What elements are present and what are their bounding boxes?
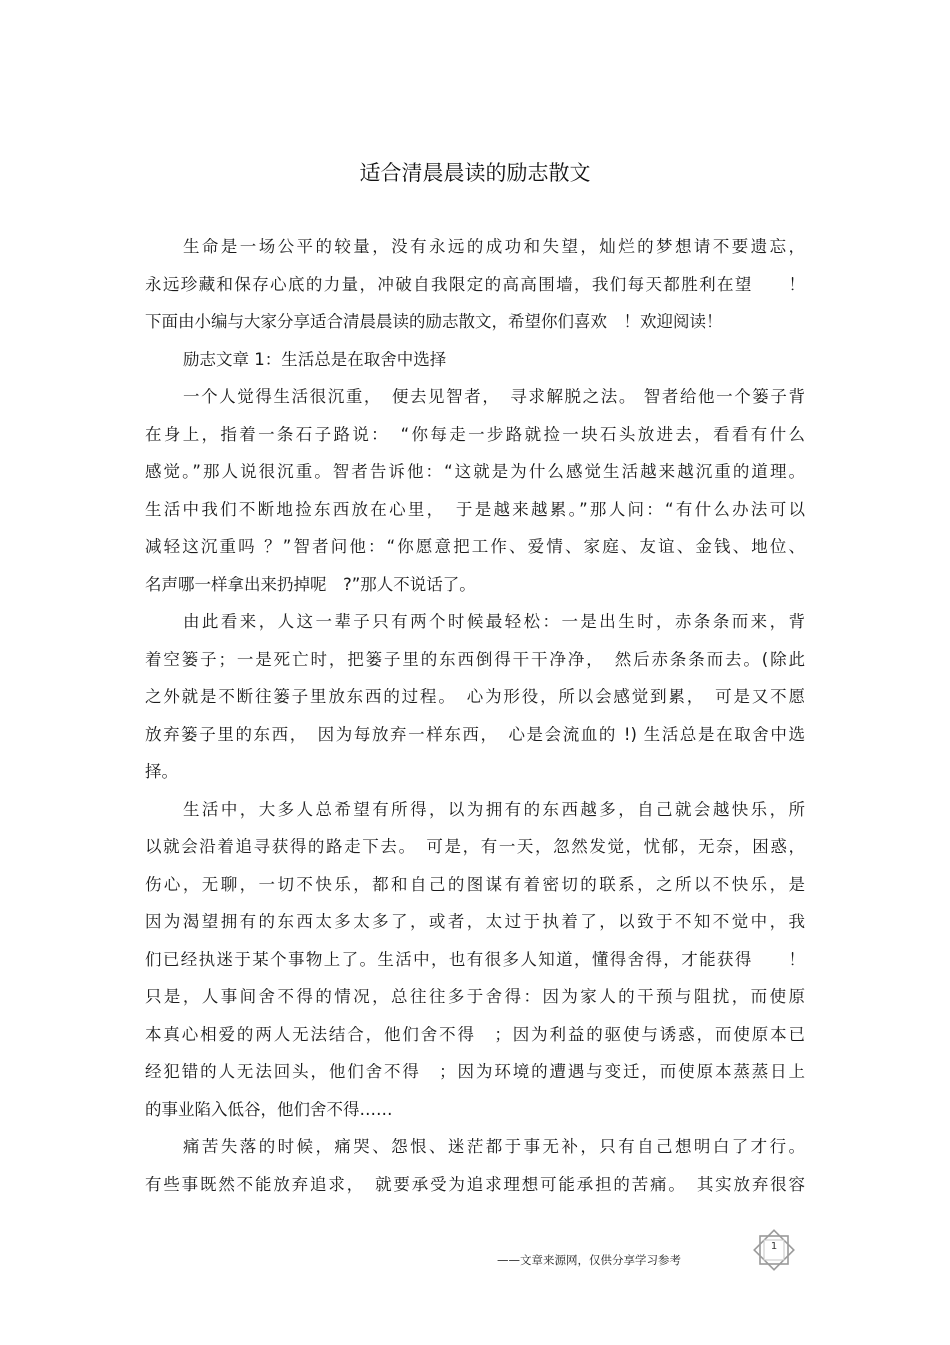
text-line: 们已经执迷于某个事物上了。生活中，也有很多人知道，懂得舍得，才能获得 ！ — [145, 949, 805, 969]
text-line: 本真心相爱的两人无法结合，他们舍不得 ；因为利益的驱使与诱惑，而使原本已 — [145, 1024, 805, 1044]
document-title: 适合清晨晨读的励志散文 — [359, 161, 591, 185]
text-line: 永远珍藏和保存心底的力量，冲破自我限定的高高围墙，我们每天都胜利在望 ！ — [145, 274, 805, 294]
text-line: 的事业陷入低谷，他们舍不得…… — [145, 1099, 393, 1119]
paragraph — [145, 228, 805, 341]
text-line: 之外就是不断往篓子里放东西的过程。 心为形役，所以会感觉到累， 可是又不愿 — [145, 687, 805, 706]
page-number-badge — [750, 1226, 798, 1274]
text-line: 择。 — [145, 762, 178, 781]
text-line: 生活中，大多人总希望有所得，以为拥有的东西越多，自己就会越快乐，所 — [183, 799, 805, 819]
text-line: 痛苦失落的时候，痛哭、怨恨、迷茫都于事无补，只有自己想明白了才行。 — [183, 1137, 805, 1156]
text-line: 名声哪一样拿出来扔掉呢 ?”那人不说话了。 — [145, 574, 476, 594]
text-line: 生活中我们不断地捡东西放在心里， 于是越来越累。”那人问：“有什么办法可以 — [145, 499, 805, 519]
text-line: 有些事既然不能放弃追求， 就要承受为追求理想可能承担的苦痛。 其实放弃很容 — [145, 1174, 805, 1194]
text-line: 因为渴望拥有的东西太多太多了，或者，太过于执着了，以致于不知不觉中，我 — [145, 912, 805, 931]
page-number: 1 — [770, 1241, 778, 1252]
text-line: 伤心，无聊，一切不快乐，都和自己的图谋有着密切的联系，之所以不快乐，是 — [145, 874, 805, 894]
text-line: 经犯错的人无法回头，他们舍不得 ；因为环境的遭遇与变迁，而使原本蒸蒸日上 — [145, 1062, 805, 1081]
text-line: 感觉。”那人说很沉重。智者告诉他：“这就是为什么感觉生活越来越沉重的道理。 — [145, 462, 805, 481]
text-line: 减轻这沉重吗 ？”智者问他：“你愿意把工作、爱情、家庭、友谊、金钱、地位、 — [145, 537, 805, 556]
text-line: 下面由小编与大家分享适合清晨晨读的励志散文，希望你们喜欢 ！欢迎阅读！ — [145, 312, 723, 331]
footer-source-note: ——文章来源网，仅供分享学习参考 — [497, 1253, 681, 1267]
text-line: 由此看来，人这一辈子只有两个时候最轻松：一是出生时，赤条条而来，背 — [183, 612, 805, 631]
paragraph — [145, 341, 805, 379]
paragraph — [145, 1128, 805, 1203]
text-line: 着空篓子；一是死亡时，把篓子里的东西倒得干干净净， 然后赤条条而去。(除此 — [145, 649, 805, 669]
paragraph — [145, 378, 805, 603]
text-line: 在身上，指着一条石子路说： “你每走一步路就捡一块石头放进去，看看有什么 — [145, 424, 805, 444]
paragraph — [145, 791, 805, 1129]
text-line: 只是，人事间舍不得的情况，总往往多于舍得：因为家人的干预与阻扰，而使原 — [145, 987, 805, 1006]
text-line: 以就会沿着追寻获得的路走下去。 可是，有一天，忽然发觉，忧郁，无奈，困惑， — [145, 837, 805, 856]
paragraph — [145, 603, 805, 791]
text-line: 励志文章 1：生活总是在取舍中选择 — [183, 349, 447, 369]
text-line: 一个人觉得生活很沉重， 便去见智者， 寻求解脱之法。 智者给他一个篓子背 — [183, 387, 805, 406]
document-body — [145, 228, 805, 1203]
text-line: 生命是一场公平的较量，没有永远的成功和失望，灿烂的梦想请不要遗忘， — [183, 237, 805, 256]
text-line: 放弃篓子里的东西， 因为每放弃一样东西， 心是会流血的 !) 生活总是在取舍中选 — [145, 724, 805, 744]
